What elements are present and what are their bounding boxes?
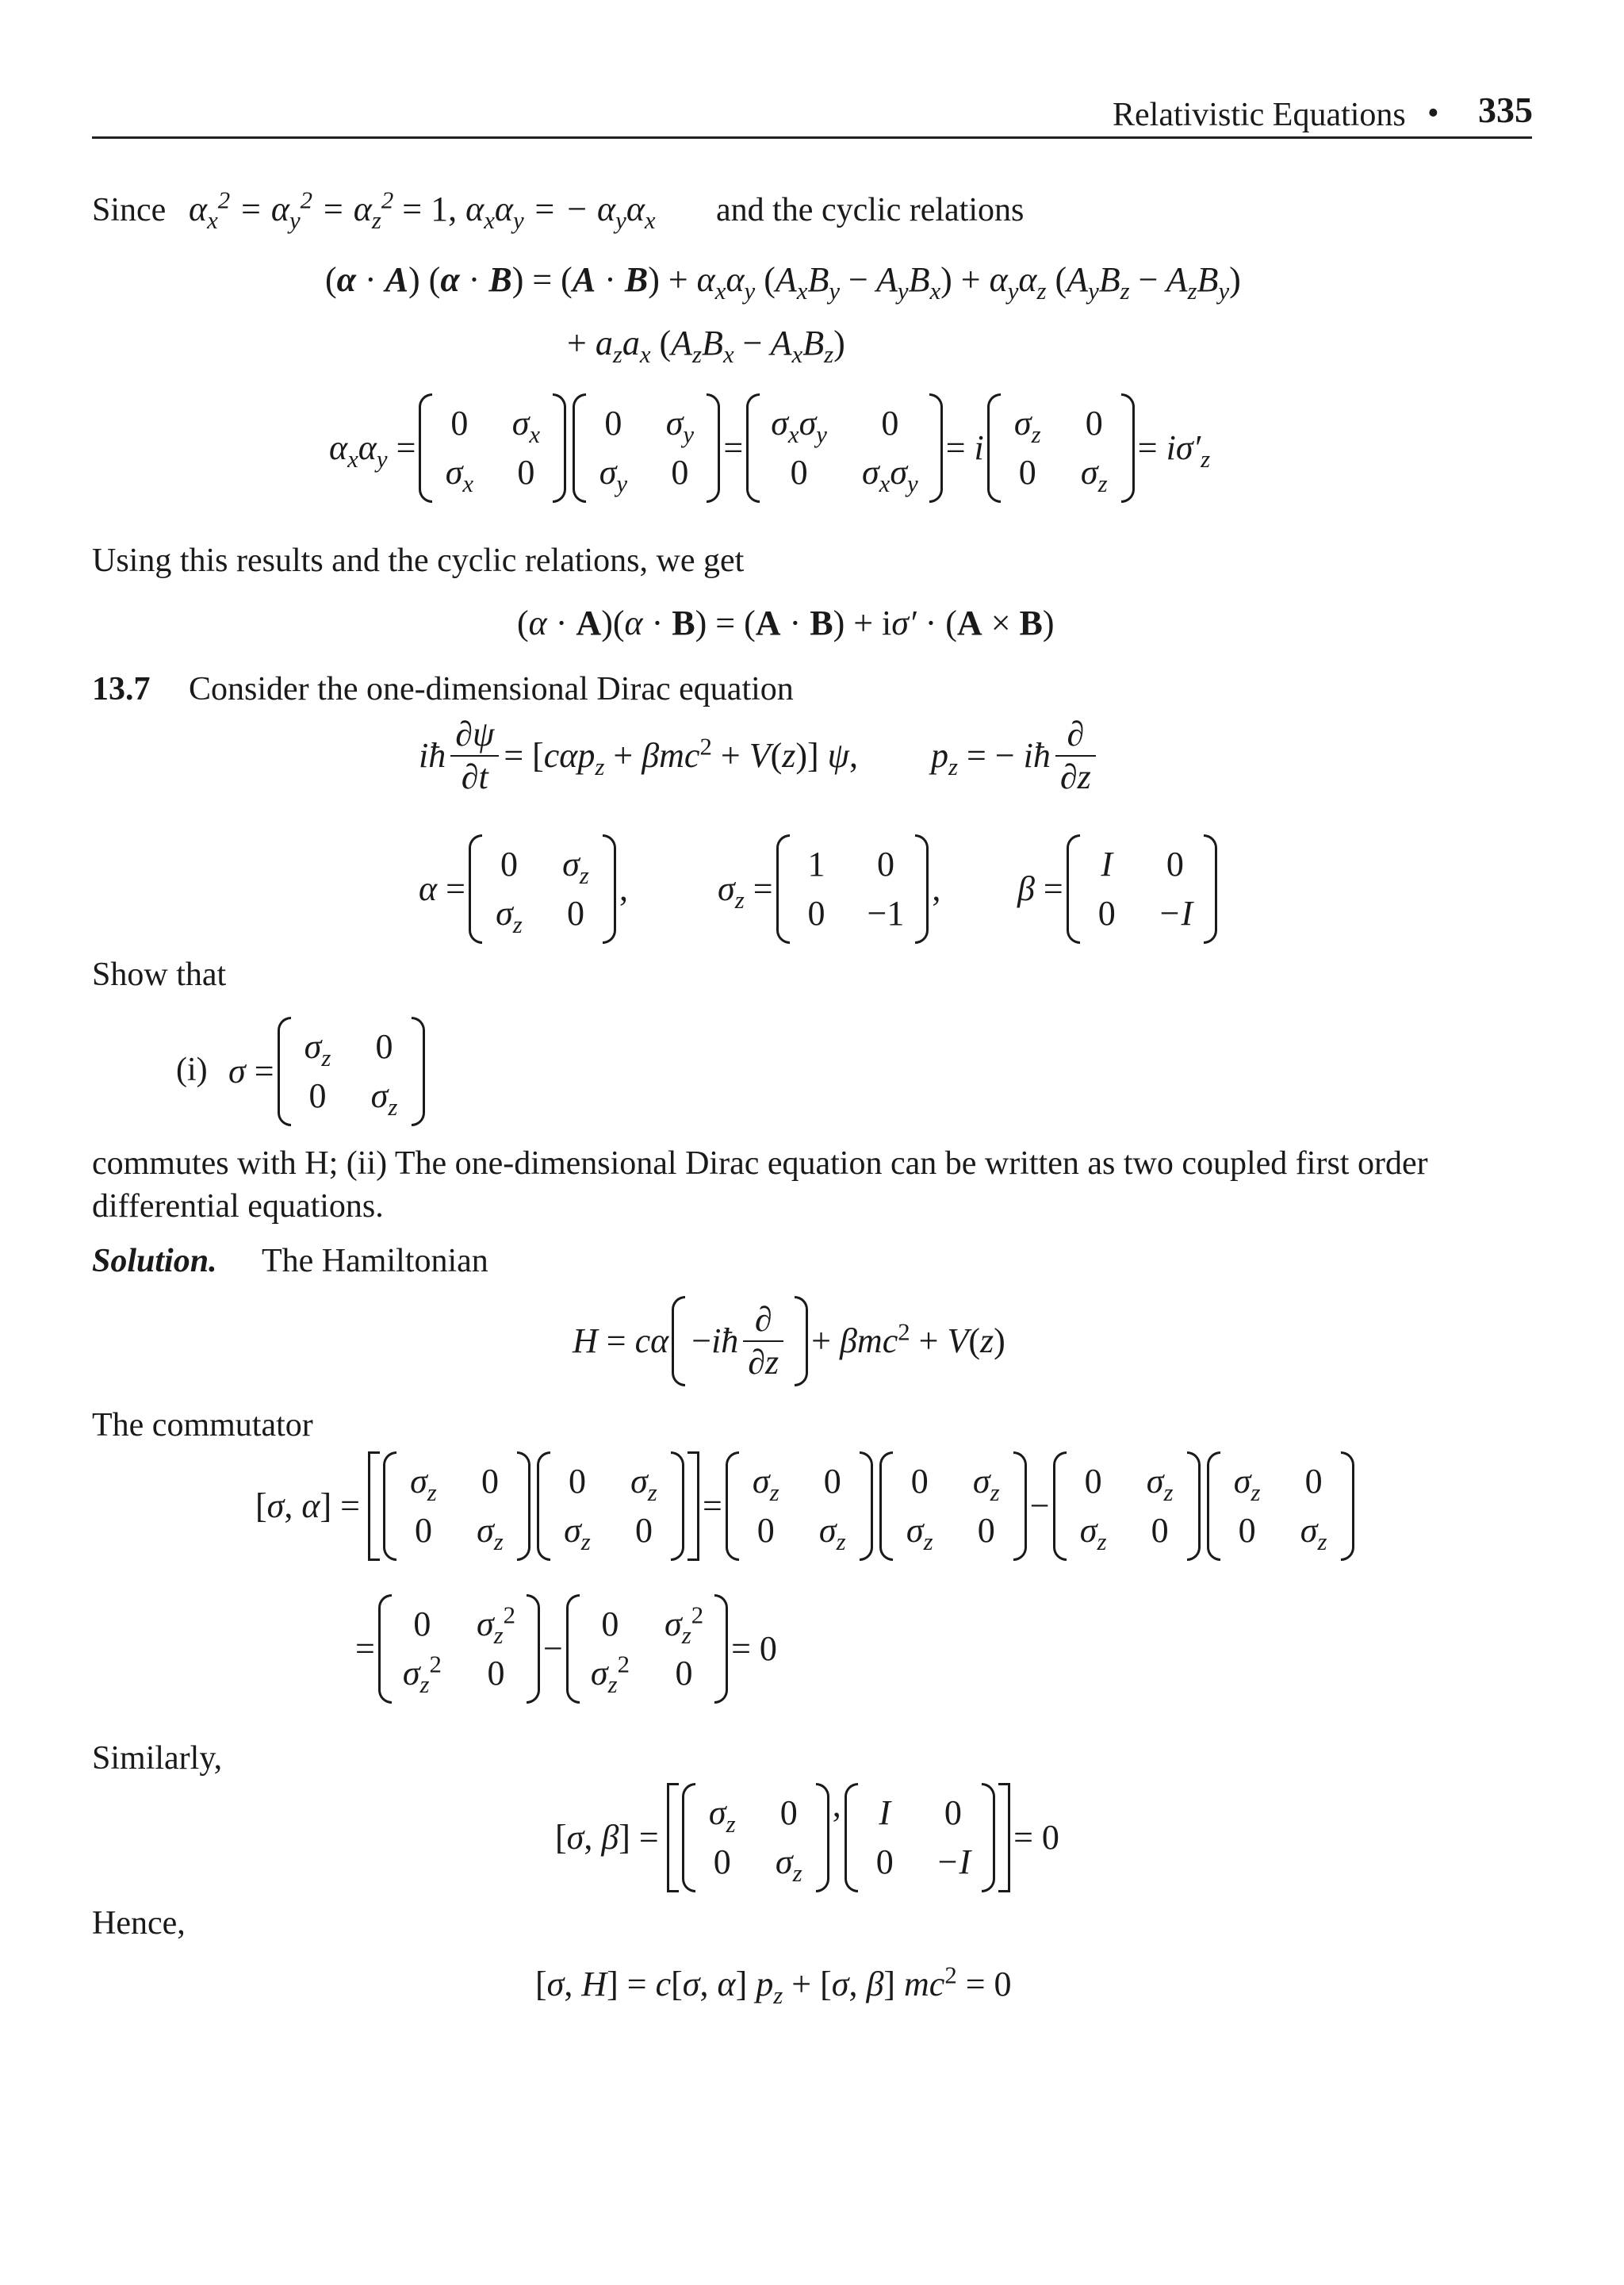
final-commutator: [σ, H] = c[σ, α] $p_z + [\sigma$, β] $mc^2 = 0$ — [535, 1961, 1012, 2009]
commutator-text: The commutator — [92, 1407, 313, 1443]
alpha-definition: α = 0 $\sigma_z$ $\sigma_z$ 0 , — [419, 834, 628, 944]
solution-text: The Hamiltonian — [262, 1243, 488, 1279]
commutator-simplified: = 0 $\sigma_z^2$ $\sigma_z^2$ 0 − 0 $\sigma_z^2$ $\sigma_z^2$ 0 = 0 — [355, 1594, 777, 1704]
commutator-sigma-alpha: [σ, α] = $\sigma_z$ 0 0 $\sigma_z$ 0 $\sigma_z$ $\sigma_z$ 0 = $\sigma_z$ 0 0 $\sigma_z$ 0 $\sigma_z$ $\sigma_z$ 0 − 0 $\sigma_z$ $\sigma_z$ 0 $\sigma_z$ 0 0 $\sigma_z$ — [255, 1451, 1358, 1561]
commutes-text: commutes with H; (ii) The one-dimensional Dirac equation can be written as two coupled first order — [92, 1145, 1428, 1182]
matrix-sigma-z-block: $\sigma_z$ 0 0 $\sigma_z$ — [987, 393, 1135, 503]
solution-label: Solution. — [92, 1243, 217, 1279]
since-word: Since — [92, 192, 167, 228]
since-tail: and the cyclic relations — [716, 192, 1025, 228]
page-number: 335 — [1478, 90, 1533, 130]
product-expansion-line1: (α · A) $(\alpha \cdot B) = (A \cdot B) + \alpha_x\alpha_y$ $(A_xB_y - A_yB_x) + \alpha_y\alpha_z$ $(A_yB_z - A_zB_y)$ — [325, 260, 1241, 305]
commutator-sigma-beta: [σ, β] = $\sigma_z$ 0 0 $\sigma_z$ , I 0 0 −I = 0 — [555, 1783, 1059, 1892]
running-title: Relativistic Equations — [1113, 97, 1406, 133]
sigma-z-definition: $\sigma_z$ = 1 0 0 −1 , — [718, 834, 940, 944]
product-expansion-line2: + $a_za_x$ $(A_zB_x - A_xB_z)$ — [567, 324, 845, 368]
using-text: Using this results and the cyclic relations, we get — [92, 542, 745, 579]
problem-text: Consider the one-dimensional Dirac equation — [189, 671, 794, 707]
commutator-zero: = 0 — [731, 1629, 777, 1668]
commutes-continued: differential equations. — [92, 1188, 384, 1225]
hamiltonian-equation: H = cα −iħ $\frac{\partial}{\partial z}$ + βmc$^2$ + V(z) — [573, 1296, 1005, 1386]
header-rule — [92, 136, 1532, 139]
alpha-square-relations: $\alpha_x^2 = \alpha_y^2 = \alpha_z^2 = 1$, $\alpha_x\alpha_y$ = − $\alpha_y\alpha_x$ — [189, 186, 656, 234]
alphax-alphay-product: $\alpha_x\alpha_y$ = 0 $\sigma_x$ $\sigma_x$ 0 0 $\sigma_y$ $\sigma_y$ 0 = $\sigma_x\sigma_y$ 0 0 $\sigma_x\sigma_y$ = i $\sigma_z$ 0 0 $\sigma_z$ = $i\sigma'_z$ — [329, 393, 1210, 503]
matrix-sigma-xy: $\sigma_x\sigma_y$ 0 0 $\sigma_x\sigma_y$ — [746, 393, 943, 503]
problem-number: 13.7 — [92, 671, 151, 707]
dirac-equation: iħ $\frac{\partial\psi}{\partial t}$ = [cαp$_z$ + βmc$^2$ + V(z)] ψ, $p_z$ = − iħ $\frac{\partial}{\partial z}$ — [419, 714, 1101, 798]
result-identity: (α · A)(α · B) = (A · B) + iσ′ · (A × B) — [517, 604, 1055, 642]
hence-text: Hence, — [92, 1905, 186, 1942]
header-bullet: • — [1427, 95, 1439, 132]
beta-definition: β = I 0 0 −I — [1017, 834, 1220, 944]
item-i-label: (i) — [176, 1052, 208, 1088]
matrix-alpha-x: 0 $\sigma_x$ $\sigma_x$ 0 — [419, 393, 566, 503]
sigma-matrix-definition: σ = $\sigma_z$ 0 0 $\sigma_z$ — [228, 1017, 428, 1126]
similarly-text: Similarly, — [92, 1740, 223, 1777]
matrix-alpha-y: 0 $\sigma_y$ $\sigma_y$ 0 — [573, 393, 720, 503]
show-that: Show that — [92, 957, 227, 993]
